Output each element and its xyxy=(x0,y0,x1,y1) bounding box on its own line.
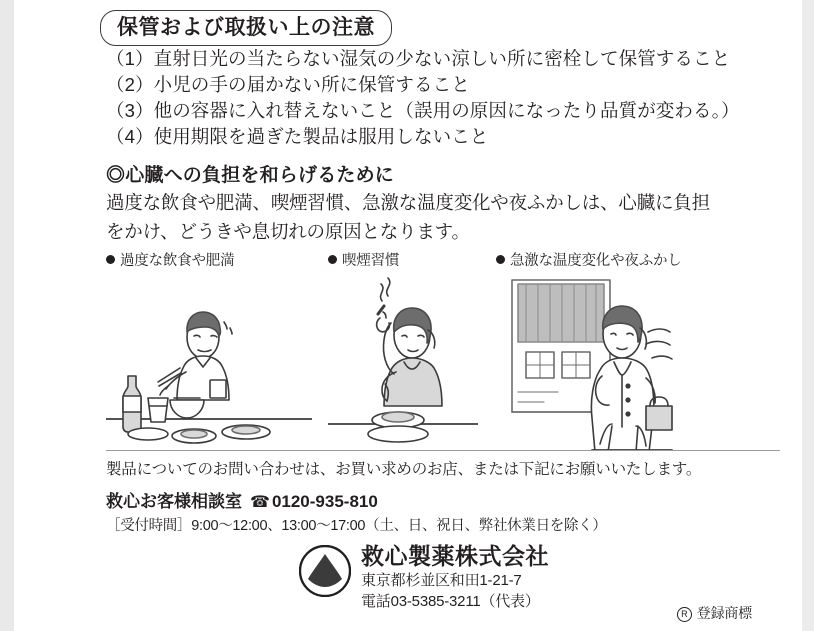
section-heading: 保管および取扱い上の注意 xyxy=(100,10,392,46)
contact-intro: 製品についてのお問い合わせは、お買い求めのお店、または下記にお願いいたします。 xyxy=(106,461,702,478)
panel-caption xyxy=(106,252,312,270)
registered-trademark-note xyxy=(677,603,752,623)
caution-item: （1）直射日光の当たらない湿気の少ない涼しい所に密栓して保管すること xyxy=(106,48,731,69)
page-content xyxy=(14,0,802,631)
company-address: 東京都杉並区和田1-21-7 xyxy=(361,572,522,589)
panel-smoking xyxy=(328,252,478,450)
panel-caption-text: 過度な飲食や肥満 xyxy=(120,253,235,269)
consult-phone-number: 0120-935-810 xyxy=(271,492,378,511)
panel-caption-text: 急激な温度変化や夜ふかし xyxy=(510,253,682,269)
subsection-title: ◎心臓への負担を和らげるために xyxy=(106,165,395,186)
consult-label: 救心お客様相談室 xyxy=(106,492,242,511)
panel-caption xyxy=(328,252,478,270)
caution-item: （2）小児の手の届かない所に保管すること xyxy=(106,74,470,95)
subsection-body-line: 過度な飲食や肥満、喫煙習慣、急激な温度変化や夜ふかしは、心臓に負担 xyxy=(106,192,710,213)
contact-section xyxy=(106,458,782,536)
man-eating-drinking-illustration xyxy=(106,274,312,450)
page-left-margin xyxy=(0,0,14,631)
panel-overeating xyxy=(106,252,312,450)
footer-divider xyxy=(106,450,780,451)
cautions-list xyxy=(106,46,786,150)
panel-caption-text: 喫煙習慣 xyxy=(342,253,400,269)
illustration-panels xyxy=(106,252,766,450)
company-block xyxy=(299,543,719,612)
panel-temperature-change xyxy=(496,252,758,450)
consult-hours: ［受付時間］9:00〜12:00、13:00〜17:00（土、日、祝日、弊社休業日を除く） xyxy=(106,518,607,534)
bullet-icon xyxy=(106,255,115,264)
woman-outdoors-cold-illustration xyxy=(496,274,758,450)
registered-mark-icon: R xyxy=(677,607,692,622)
registered-trademark-label: 登録商標 xyxy=(696,605,752,621)
panel-caption xyxy=(496,252,758,270)
subsection-body-line: をかけ、どうきや息切れの原因となります。 xyxy=(106,221,470,242)
telephone-icon: ☎ xyxy=(250,494,270,511)
page-right-margin xyxy=(802,0,814,631)
caution-item: （3）他の容器に入れ替えないこと（誤用の原因になったり品質が変わる。） xyxy=(106,100,740,121)
caution-item: （4）使用期限を過ぎた製品は服用しないこと xyxy=(106,126,489,147)
company-phone: 電話03-5385-3211（代表） xyxy=(361,593,540,610)
bullet-icon xyxy=(328,255,337,264)
company-name: 救心製薬株式会社 xyxy=(361,543,549,569)
bullet-icon xyxy=(496,255,505,264)
woman-smoking-illustration xyxy=(328,274,478,450)
company-text xyxy=(361,543,549,612)
subsection-body xyxy=(106,188,730,246)
consult-line xyxy=(106,487,782,512)
kyushin-company-logo xyxy=(299,545,351,597)
